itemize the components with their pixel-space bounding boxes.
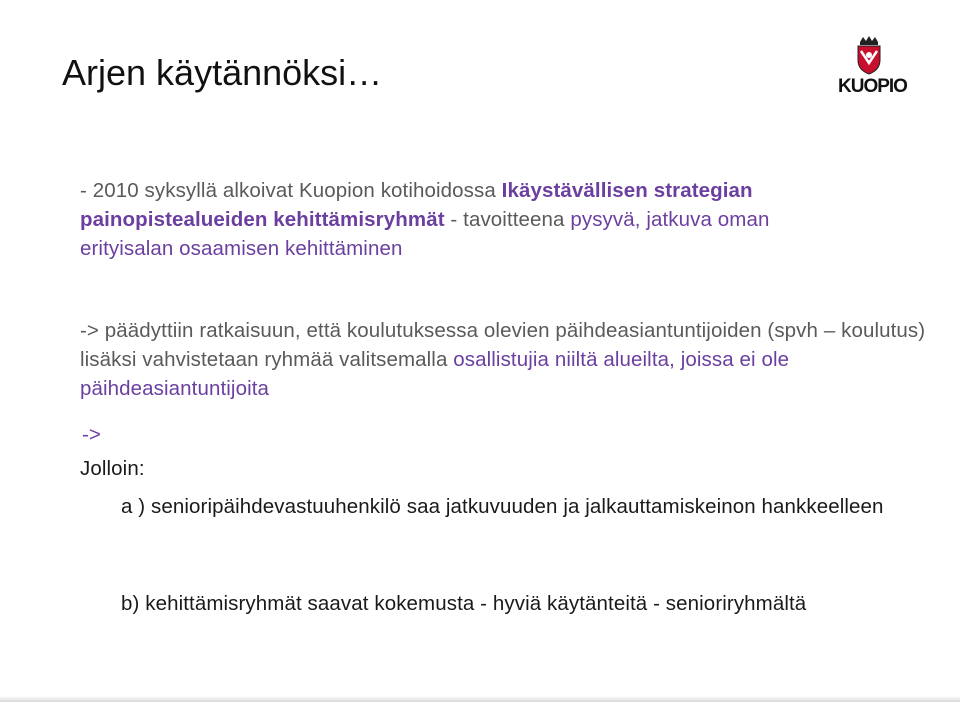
paragraph-groups-intro: - 2010 syksyllä alkoivat Kuopion kotihoidossa [80,179,502,202]
highlight-participants: osallistujia niiltä alueilta, joissa ei ole päihdeasiantuntijoita [80,348,790,400]
bottom-divider [0,696,960,702]
list-item-a: a ) senioripäihdevastuuhenkilö saa jatkuvuuden ja jalkauttamiskeinon hankkeelleen [121,495,884,518]
jolloin-label: Jolloin: [80,457,145,480]
paragraph-solution-text: -> päädyttiin ratkaisuun, että koulutuksessa olevien päihdeasiantuntijoiden (spvh – koulutus) lisäksi vahvistetaan ryhmää valitsemalla [80,319,926,371]
highlight-strategy: Ikäystävällisen strategian painopistealueiden kehittämisryhmät [80,179,753,231]
paragraph-groups-goal: - tavoitteena [444,208,571,231]
paragraph-groups [80,176,860,263]
arrow-text: -> [82,423,101,446]
paragraph-groups-goal-text: pysyvä, jatkuva oman erityisalan osaamisen kehittäminen [80,208,770,260]
logo-text: KUOPIO [838,76,907,97]
paragraph-solution [80,316,940,403]
slide-title: Arjen käytännöksi… [62,52,383,93]
list-item-b: b) kehittämisryhmät saavat kokemusta - hyviä käytänteitä - senioriryhmältä [121,592,807,615]
